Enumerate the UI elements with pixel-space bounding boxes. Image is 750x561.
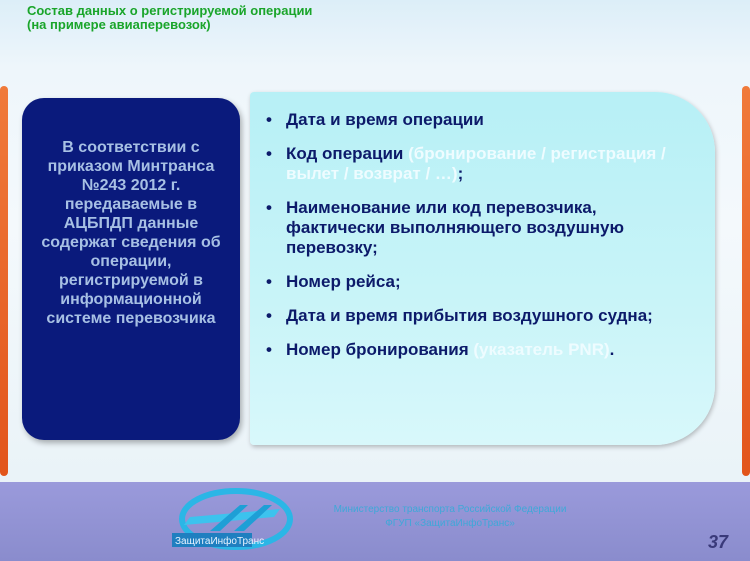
ministry-name: Министерство транспорта Российской Федерации: [333, 504, 567, 515]
item-text: Номер рейса;: [286, 272, 401, 291]
zashchitainfotrans-logo: [170, 487, 295, 553]
list-item: [264, 144, 695, 184]
right-accent-bar: [742, 86, 750, 476]
list-item: [264, 272, 695, 292]
order-info-box: [22, 98, 240, 440]
item-note: (бронирование / регистрация / вылет / возврат / …): [286, 144, 666, 183]
item-text: Код операции: [286, 144, 409, 163]
data-list-box: [250, 92, 715, 445]
item-note: (указатель PNR): [473, 340, 610, 359]
title-line-1: Состав данных о регистрируемой операции: [27, 3, 313, 18]
order-info-text: В соответствии с приказом Минтранса №243 2012 г. передаваемые в АЦБПДП данные содержат сведения об операции, регистрируемой в информационной системе перевозчика: [41, 139, 221, 327]
item-tail: .: [609, 340, 615, 359]
item-tail: ;: [457, 164, 464, 183]
page-number: 37: [708, 532, 729, 552]
slide-title: [27, 4, 312, 32]
item-text: Наименование или код перевозчика, фактически выполняющего воздушную перевозку;: [286, 198, 625, 257]
org-name: ФГУП «ЗащитаИнфоТранс»: [385, 518, 515, 529]
footer-org: [300, 503, 600, 531]
item-text: Дата и время прибытия воздушного судна;: [286, 306, 653, 325]
list-item: [264, 198, 695, 258]
list-item: [264, 306, 695, 326]
left-accent-bar: [0, 86, 8, 476]
item-text: Дата и время операции: [286, 110, 484, 129]
title-line-2: (на примере авиаперевозок): [27, 17, 211, 32]
list-item: [264, 340, 695, 360]
item-text: Номер бронирования: [286, 340, 474, 359]
data-list: [264, 110, 695, 360]
list-item: [264, 110, 695, 130]
logo-text: ЗащитаИнфоТранс: [175, 536, 265, 547]
